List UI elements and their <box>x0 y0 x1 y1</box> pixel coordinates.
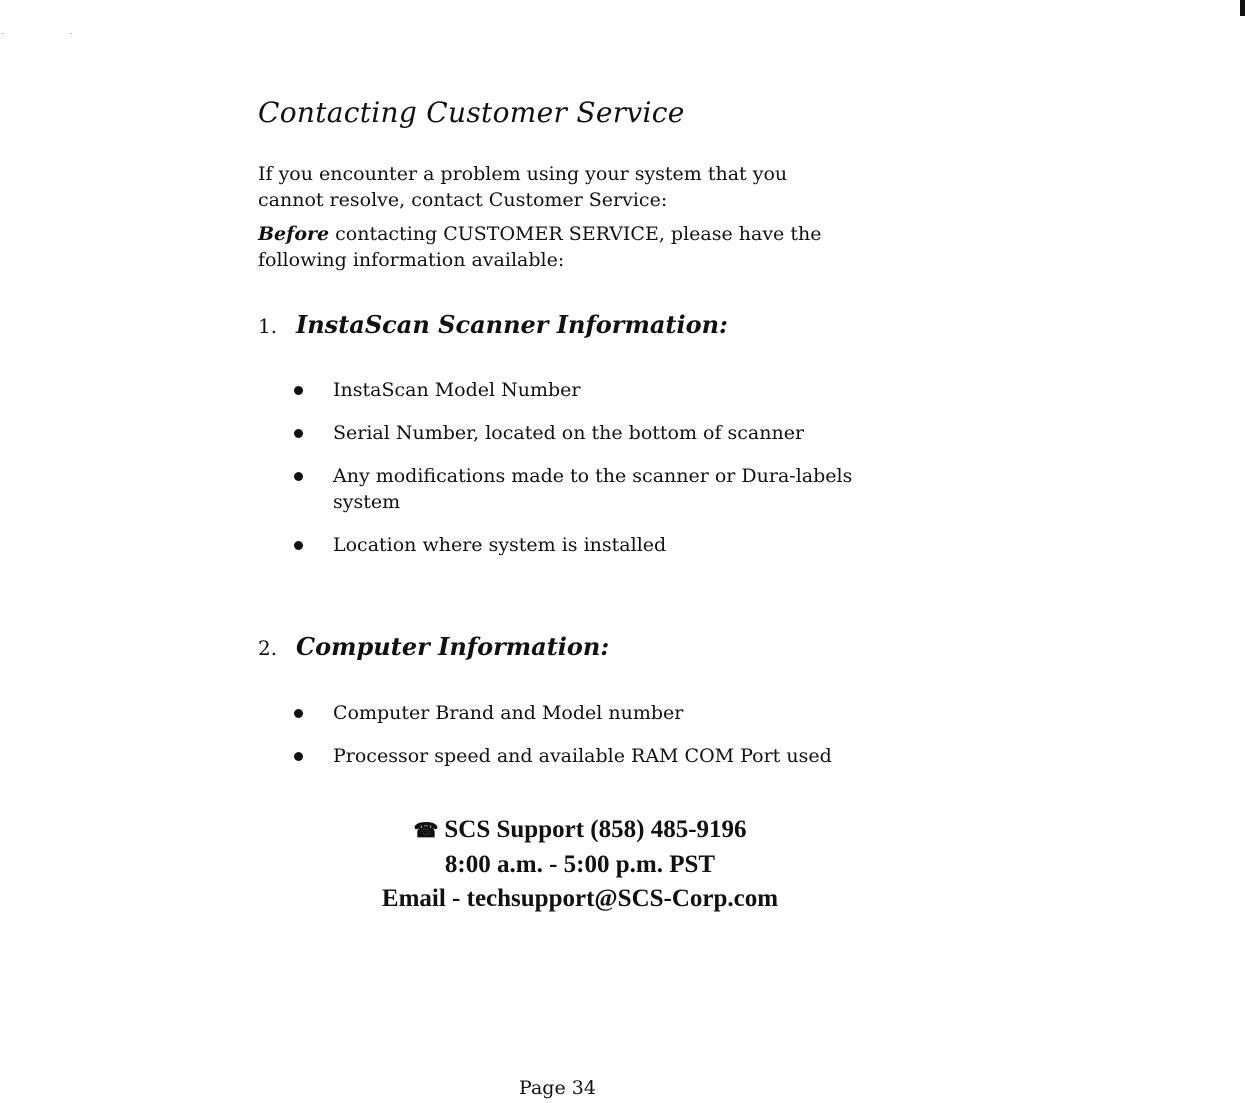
section-number: 1. <box>258 314 278 338</box>
before-text: contacting CUSTOMER SERVICE, please have the following information available: <box>258 223 822 271</box>
section-number: 2. <box>258 636 278 660</box>
page-number: Page 34 <box>519 1077 596 1099</box>
support-email: Email - techsupport@SCS-Corp.com <box>381 885 779 912</box>
intro-paragraph: If you encounter a problem using your system that you cannot resolve, contact Customer Service: <box>258 163 788 211</box>
list-item <box>294 377 854 403</box>
list-item <box>294 743 854 769</box>
list-item-text: Processor speed and available RAM COM Port used <box>333 745 832 767</box>
scan-speck <box>70 33 72 34</box>
list-item-text: Computer Brand and Model number <box>333 702 684 724</box>
page-title: Contacting Customer Service <box>258 96 685 129</box>
support-phone-line <box>330 813 830 848</box>
computer-info-list <box>294 700 854 786</box>
support-phone: SCS Support (858) 485-9196 <box>444 816 747 843</box>
scan-edge-mark <box>1240 0 1245 16</box>
list-item <box>294 463 854 515</box>
list-item <box>294 420 854 446</box>
section-title: InstaScan Scanner Information: <box>296 310 728 339</box>
scan-speck <box>2 33 4 34</box>
bullet-icon <box>294 472 303 481</box>
bullet-icon <box>294 541 303 550</box>
section-title: Computer Information: <box>296 632 610 661</box>
list-item <box>294 700 854 726</box>
list-item-text: Location where system is installed <box>333 534 667 556</box>
bullet-icon <box>294 709 303 718</box>
phone-icon: ☎ <box>413 820 439 842</box>
bullet-icon <box>294 429 303 438</box>
list-item-text: Serial Number, located on the bottom of scanner <box>333 422 805 444</box>
bullet-icon <box>294 752 303 761</box>
section-heading-scanner <box>258 310 728 339</box>
support-hours: 8:00 a.m. - 5:00 p.m. PST <box>444 851 716 878</box>
bullet-icon <box>294 386 303 395</box>
scanner-info-list <box>294 377 854 575</box>
before-paragraph <box>258 221 858 273</box>
section-heading-computer <box>258 632 609 661</box>
list-item <box>294 532 854 558</box>
list-item-text: InstaScan Model Number <box>333 379 581 401</box>
support-contact-block <box>330 813 830 916</box>
list-item-text: Any modifications made to the scanner or Dura-labels system <box>333 465 853 513</box>
before-emphasis: Before <box>258 223 330 245</box>
